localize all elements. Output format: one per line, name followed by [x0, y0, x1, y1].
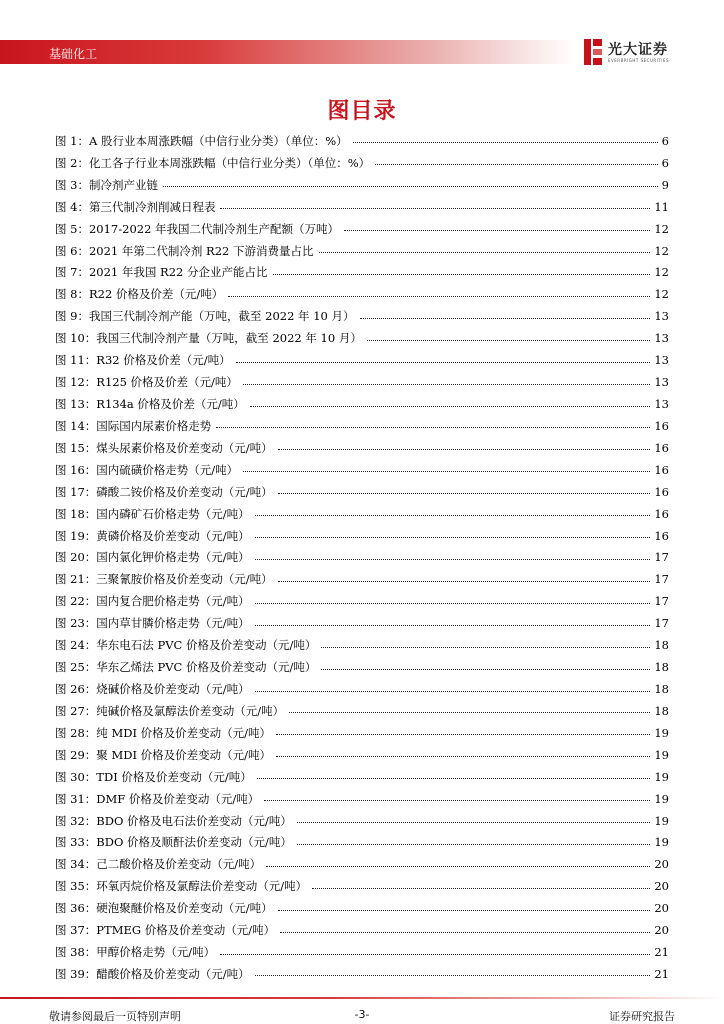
toc-entry[interactable]: [55, 262, 669, 284]
toc-entry-page: 16: [654, 506, 669, 521]
toc-entry-label: 图 36：: [55, 901, 97, 916]
toc-entry-page: 21: [654, 966, 669, 981]
toc-entry-label: 图 22：: [55, 594, 97, 609]
toc-entry-page: 12: [654, 287, 669, 302]
dot-leader: [297, 844, 650, 845]
dot-leader: [216, 427, 650, 428]
dot-leader: [278, 581, 651, 582]
dot-leader: [243, 471, 650, 472]
toc-entry-page: 13: [654, 309, 669, 324]
toc-entry-caption: 三聚氰胺价格及价差变动（元/吨）: [96, 572, 273, 587]
toc-entry[interactable]: [55, 327, 669, 349]
toc-entry-page: 19: [654, 769, 669, 784]
toc-entry-page: 18: [654, 703, 669, 718]
dot-leader: [319, 252, 651, 253]
toc-entry-caption: 国内氯化钾价格走势（元/吨）: [96, 550, 250, 565]
toc-entry-label: 图 14：: [55, 418, 97, 433]
toc-entry[interactable]: [55, 941, 669, 963]
dot-leader: [321, 647, 650, 648]
toc-entry-caption: R22 价格及价差（元/吨）: [88, 287, 224, 302]
dot-leader: [243, 384, 650, 385]
toc-entry-label: 图 28：: [55, 725, 97, 740]
dot-leader: [236, 362, 651, 363]
toc-entry[interactable]: [55, 700, 669, 722]
brand-logo: [584, 37, 684, 71]
toc-entry-caption: R32 价格及价差（元/吨）: [96, 353, 231, 368]
dot-leader: [312, 888, 650, 889]
toc-entry[interactable]: [55, 305, 669, 327]
toc-entry[interactable]: [55, 568, 669, 590]
toc-entry-page: 13: [654, 397, 669, 412]
toc-entry-label: 图 38：: [55, 945, 97, 960]
toc-entry[interactable]: [55, 503, 669, 525]
toc-entry-caption: PTMEG 价格及价差变动（元/吨）: [96, 923, 276, 938]
dot-leader: [367, 340, 651, 341]
dot-leader: [255, 537, 651, 538]
toc-entry-page: 6: [661, 133, 669, 148]
toc-entry-label: 图 18：: [55, 506, 97, 521]
toc-entry-caption: 2017-2022 年我国二代制冷剂生产配额（万吨）: [88, 221, 340, 236]
toc-entry-caption: 纯 MDI 价格及价差变动（元/吨）: [96, 725, 272, 740]
toc-entry-page: 16: [654, 418, 669, 433]
toc-entry-label: 图 33：: [55, 835, 97, 850]
toc-entry-label: 图 2：: [55, 155, 89, 170]
toc-entry[interactable]: [55, 875, 669, 897]
toc-entry-label: 图 5：: [55, 221, 89, 236]
toc-entry-caption: 聚 MDI 价格及价差变动（元/吨）: [96, 747, 272, 762]
dot-leader: [257, 778, 651, 779]
toc-entry-caption: 国内复合肥价格走势（元/吨）: [96, 594, 250, 609]
dot-leader: [220, 208, 650, 209]
toc-entry-label: 图 1：: [55, 133, 89, 148]
toc-entry-page: 17: [654, 616, 669, 631]
toc-entry-caption: 国内草甘膦价格走势（元/吨）: [96, 616, 250, 631]
toc-entry-label: 图 27：: [55, 703, 97, 718]
dot-leader: [321, 669, 650, 670]
toc-entry-label: 图 6：: [55, 243, 89, 258]
dot-leader: [273, 274, 651, 275]
dot-leader: [280, 932, 650, 933]
toc-entry-page: 20: [654, 879, 669, 894]
toc-entry-caption: BDO 价格及电石法价差变动（元/吨）: [96, 813, 292, 828]
toc-entry[interactable]: [55, 722, 669, 744]
toc-entry-page: 19: [654, 813, 669, 828]
toc-entry-label: 图 11：: [55, 353, 97, 368]
page-title: 图目录: [327, 99, 397, 124]
toc-entry-caption: 国际国内尿素价格走势: [96, 418, 212, 433]
toc-entry-caption: 华东乙烯法 PVC 价格及价差变动（元/吨）: [96, 660, 317, 675]
dot-leader: [353, 142, 658, 143]
dot-leader: [228, 296, 650, 297]
toc-entry[interactable]: [55, 525, 669, 547]
dot-leader: [255, 691, 651, 692]
toc-entry-label: 图 23：: [55, 616, 97, 631]
toc-entry-label: 图 37：: [55, 923, 97, 938]
toc-entry[interactable]: [55, 547, 669, 569]
toc-entry-caption: 己二酸价格及价差变动（元/吨）: [96, 857, 262, 872]
dot-leader: [266, 866, 650, 867]
dot-leader: [255, 975, 651, 976]
toc-entry-caption: 国内硫磺价格走势（元/吨）: [96, 462, 239, 477]
toc-entry-page: 19: [654, 791, 669, 806]
toc-entry[interactable]: [55, 437, 669, 459]
toc-entry-page: 19: [654, 747, 669, 762]
toc-entry-page: 19: [654, 725, 669, 740]
toc-entry-caption: 2021 年我国 R22 分企业产能占比: [88, 265, 268, 280]
footer-page-number: -3-: [354, 1008, 370, 1021]
toc-entry-page: 12: [654, 265, 669, 280]
header-band: [0, 40, 575, 64]
toc-entry-label: 图 9：: [55, 309, 89, 324]
toc-entry-page: 19: [654, 835, 669, 850]
brand-name: 光大证券: [608, 42, 668, 58]
toc-entry-page: 18: [654, 660, 669, 675]
toc-entry-page: 6: [661, 155, 669, 170]
dot-leader: [278, 449, 651, 450]
toc-entry-caption: 烧碱价格及价差变动（元/吨）: [96, 682, 250, 696]
toc-entry-caption: 环氧丙烷价格及氯醇法价差变动（元/吨）: [96, 879, 308, 894]
toc-entry-caption: R125 价格及价差（元/吨）: [96, 375, 238, 390]
toc-entry-label: 图 15：: [55, 440, 97, 455]
toc-entry-page: 12: [654, 243, 669, 258]
toc-entry-label: 图 24：: [55, 638, 97, 653]
toc-entry-page: 13: [654, 353, 669, 368]
footer-divider: [0, 997, 724, 999]
toc-entry-caption: 我国三代制冷剂产量（万吨，截至 2022 年 10 月）: [96, 331, 362, 346]
toc-entry-label: 图 29：: [55, 747, 97, 762]
footer-disclaimer: 敬请参阅最后一页特别声明: [49, 1010, 181, 1023]
toc-entry-caption: 磷酸二铵价格及价差变动（元/吨）: [96, 484, 273, 499]
toc-entry-caption: BDO 价格及顺酐法价差变动（元/吨）: [96, 835, 292, 850]
dot-leader: [344, 230, 650, 231]
toc-entry-page: 9: [661, 177, 669, 192]
toc-entry-caption: 醋酸价格及价差变动（元/吨）: [96, 966, 250, 981]
toc-entry[interactable]: [55, 963, 669, 985]
toc-entry-label: 图 12：: [55, 375, 97, 390]
toc-entry[interactable]: [55, 196, 669, 218]
dot-leader: [289, 712, 650, 713]
toc-entry-label: 图 17：: [55, 484, 97, 499]
dot-leader: [250, 406, 651, 407]
toc-entry[interactable]: [55, 612, 669, 634]
toc-entry-page: 18: [654, 682, 669, 696]
section-label: 基础化工: [49, 47, 98, 61]
toc-entry-label: 图 31：: [55, 791, 97, 806]
toc-entry[interactable]: [55, 174, 669, 196]
toc-entry-caption: 我国三代制冷剂产能（万吨，截至 2022 年 10 月）: [88, 309, 355, 324]
toc-entry-caption: 制冷剂产业链: [88, 177, 158, 192]
toc-entry[interactable]: [55, 481, 669, 503]
toc-entry[interactable]: [55, 634, 669, 656]
dot-leader: [276, 756, 650, 757]
toc-entry[interactable]: [55, 459, 669, 481]
dot-leader: [255, 559, 651, 560]
toc-entry-label: 图 19：: [55, 528, 97, 543]
toc-entry[interactable]: [55, 415, 669, 437]
toc-entry[interactable]: [55, 853, 669, 875]
dot-leader: [375, 164, 658, 165]
toc-entry-label: 图 39：: [55, 966, 97, 981]
toc-entry-page: 16: [654, 528, 669, 543]
toc-entry-caption: 甲醇价格走势（元/吨）: [96, 945, 216, 960]
dot-leader: [297, 822, 650, 823]
toc-entry-label: 图 4：: [55, 199, 89, 214]
toc-entry-caption: 纯碱价格及氯醇法价差变动（元/吨）: [96, 703, 285, 718]
toc-entry-page: 17: [654, 572, 669, 587]
toc-entry[interactable]: [55, 788, 669, 810]
toc-entry[interactable]: [55, 240, 669, 262]
toc-entry-caption: 硬泡聚醚价格及价差变动（元/吨）: [96, 901, 273, 916]
toc-entry-label: 图 20：: [55, 550, 97, 565]
toc-entry-page: 16: [654, 440, 669, 455]
dot-leader: [163, 186, 658, 187]
toc-entry-caption: 华东电石法 PVC 价格及价差变动（元/吨）: [96, 638, 317, 653]
dot-leader: [278, 910, 651, 911]
toc-entry-page: 21: [654, 945, 669, 960]
toc-entry-caption: 煤头尿素价格及价差变动（元/吨）: [96, 440, 273, 455]
toc-entry-label: 图 30：: [55, 769, 97, 784]
toc-entry-caption: 黄磷价格及价差变动（元/吨）: [96, 528, 250, 543]
toc-entry-label: 图 21：: [55, 572, 97, 587]
toc-entry-caption: A 股行业本周涨跌幅（中信行业分类）（单位：%）: [88, 133, 348, 148]
toc-entry-page: 12: [654, 221, 669, 236]
dot-leader: [220, 954, 650, 955]
toc-entry-caption: TDI 价格及价差变动（元/吨）: [96, 769, 252, 784]
toc-entry-label: 图 10：: [55, 331, 97, 346]
toc-entry-page: 17: [654, 550, 669, 565]
toc-entry-page: 16: [654, 462, 669, 477]
toc-entry-caption: R134a 价格及价差（元/吨）: [96, 397, 245, 412]
toc-entry[interactable]: [55, 152, 669, 174]
toc-entry-label: 图 35：: [55, 879, 97, 894]
toc-entry[interactable]: [55, 832, 669, 854]
toc-entry[interactable]: [55, 810, 669, 832]
toc-entry-caption: 2021 年第二代制冷剂 R22 下游消费量占比: [88, 243, 314, 258]
toc-entry-page: 20: [654, 857, 669, 872]
brand-mark-icon: [584, 39, 602, 65]
toc-entry[interactable]: [55, 283, 669, 305]
toc-entry-page: 16: [654, 484, 669, 499]
toc-entry-label: 图 7：: [55, 265, 89, 280]
toc-entry[interactable]: [55, 590, 669, 612]
toc-entry-page: 13: [654, 375, 669, 390]
toc-entry-label: 图 13：: [55, 397, 97, 412]
toc-entry-page: 20: [654, 923, 669, 938]
toc-entry[interactable]: [55, 656, 669, 678]
toc-entry-page: 18: [654, 638, 669, 653]
dot-leader: [264, 800, 650, 801]
toc-entry-label: 图 26：: [55, 682, 97, 696]
toc-entry-label: 图 32：: [55, 813, 97, 828]
toc-entry[interactable]: [55, 393, 669, 415]
toc-entry[interactable]: [55, 919, 669, 941]
toc-entry[interactable]: [55, 744, 669, 766]
toc-entry-label: 图 3：: [55, 177, 89, 192]
toc-entry[interactable]: [55, 766, 669, 788]
dot-leader: [255, 515, 651, 516]
toc-entry-page: 13: [654, 331, 669, 346]
toc-entry[interactable]: [55, 897, 669, 919]
dot-leader: [360, 318, 651, 319]
toc-entry-page: 17: [654, 594, 669, 609]
toc-entry-caption: 化工各子行业本周涨跌幅（中信行业分类）（单位：%）: [88, 155, 371, 170]
dot-leader: [276, 734, 650, 735]
dot-leader: [255, 625, 651, 626]
toc-entry-label: 图 34：: [55, 857, 97, 872]
toc-entry[interactable]: [55, 371, 669, 393]
dot-leader: [278, 493, 651, 494]
toc-entry-page: 20: [654, 901, 669, 916]
toc-entry-label: 图 25：: [55, 660, 97, 675]
toc-entry[interactable]: [55, 678, 669, 700]
toc-entry-caption: 第三代制冷剂削减日程表: [88, 199, 216, 214]
brand-subtitle: EVERBRIGHT SECURITIES: [608, 58, 670, 63]
footer-report-type: 证券研究报告: [609, 1010, 675, 1023]
toc-entry[interactable]: [55, 130, 669, 152]
toc-entry[interactable]: [55, 349, 669, 371]
dot-leader: [255, 603, 651, 604]
toc-entry-label: 图 8：: [55, 287, 89, 302]
toc-entry-caption: 国内磷矿石价格走势（元/吨）: [96, 506, 250, 521]
figure-list: [55, 130, 669, 985]
toc-entry[interactable]: [55, 218, 669, 240]
toc-entry-label: 图 16：: [55, 462, 97, 477]
toc-entry-caption: DMF 价格及价差变动（元/吨）: [96, 791, 260, 806]
toc-entry-page: 11: [654, 199, 669, 214]
